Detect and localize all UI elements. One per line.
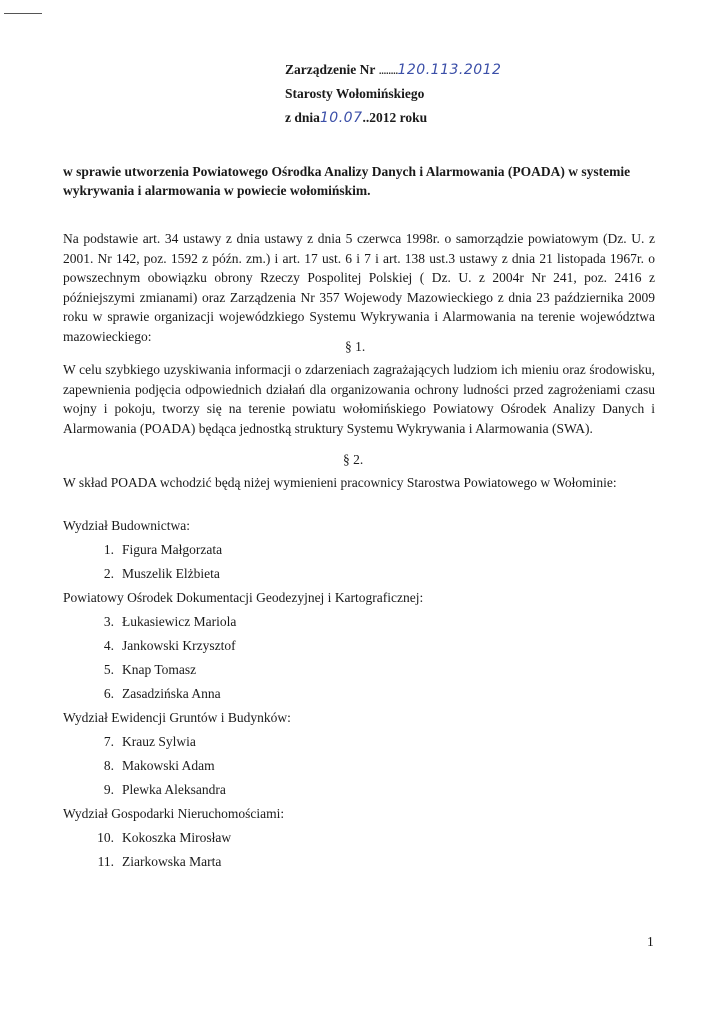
section-1-text: W celu szybkiego uzyskiwania informacji o zdarzeniach zagrażających ludziom ich mieniu oraz środowisku, zapewnienia podjęcia odpowiednich działań dla organizowania ochrony ludności przed zagrożeniami czasu wojny i pokoju, tworzy się na terenie powiatu wołomińskiego Powiatowy Ośrodek Analizy Danych i Alarmowania (POADA) będąca jednostką struktury Systemu Wykrywania i Alarmowania (SWA). bbox=[63, 362, 655, 436]
list-item bbox=[63, 754, 663, 778]
list-item bbox=[63, 562, 663, 586]
department-heading: Wydział Budownictwa: bbox=[63, 518, 191, 533]
issuer-line bbox=[285, 82, 585, 106]
list-item bbox=[63, 538, 663, 562]
list-item bbox=[63, 730, 663, 754]
order-number-handwritten: 120.113.2012 bbox=[397, 62, 502, 78]
list-item-number: 3. bbox=[103, 614, 114, 629]
department-heading: Wydział Gospodarki Nieruchomościami: bbox=[63, 806, 285, 821]
members-list bbox=[63, 514, 663, 874]
department-heading: Wydział Ewidencji Gruntów i Budynków: bbox=[63, 710, 291, 725]
date-line bbox=[285, 106, 585, 130]
list-item-name: Krauz Sylwia bbox=[122, 734, 196, 749]
list-item-number: 9. bbox=[103, 782, 114, 797]
list-item bbox=[63, 826, 663, 850]
document-subject: w sprawie utworzenia Powiatowego Ośrodka Analizy Danych i Alarmowania (POADA) w systemie wykrywania i alarmowania w powiecie wołomińskim. bbox=[63, 164, 631, 198]
legal-basis-paragraph: Na podstawie art. 34 ustawy z dnia ustawy z dnia 5 czerwca 1998r. o samorządzie powiatowym (Dz. U. z 2001. Nr 142, poz. 1592 z późn. zm.) i art. 17 ust. 6 i 7 i art. 138 ust.3 ustawy z dnia 21 listopada 1967r. o powszechnym obowiązku obrony Rzeczy Pospolitej Polskiej ( Dz. U. z 2004r Nr 241, poz. 2416 z późniejszymi zmianami) oraz Zarządzenia Nr 357 Wojewody Mazowieckiego z dnia 23 października 2009 roku w sprawie organizacji wojewódzkiego Systemu Wykrywania i Alarmowania na terenie województwa mazowieckiego: bbox=[63, 231, 655, 344]
issuer: Starosty Wołomińskiego bbox=[285, 86, 425, 101]
list-item-number: 6. bbox=[103, 686, 114, 701]
date-prefix: z dnia bbox=[285, 110, 320, 125]
list-item-name: Muszelik Elżbieta bbox=[122, 566, 220, 581]
order-prefix: Zarządzenie Nr bbox=[285, 62, 379, 77]
list-item bbox=[63, 658, 663, 682]
section-2-mark: § 2. bbox=[343, 452, 364, 467]
department-heading: Powiatowy Ośrodek Dokumentacji Geodezyjnej i Kartograficznej: bbox=[63, 590, 424, 605]
list-item-number: 11. bbox=[97, 854, 114, 869]
page-number: 1 bbox=[647, 934, 654, 949]
date-handwritten: 10.07 bbox=[319, 110, 363, 126]
section-1-mark: § 1. bbox=[345, 339, 366, 354]
list-item-name: Kokoszka Mirosław bbox=[122, 830, 232, 845]
list-item-number: 8. bbox=[103, 758, 114, 773]
date-suffix: ..2012 roku bbox=[362, 110, 428, 125]
document-header bbox=[285, 58, 585, 130]
list-item-name: Figura Małgorzata bbox=[122, 542, 223, 557]
order-dots: ........ bbox=[378, 62, 398, 77]
list-item-name: Makowski Adam bbox=[122, 758, 215, 773]
corner-mark bbox=[4, 13, 42, 14]
list-item-name: Zasadzińska Anna bbox=[122, 686, 221, 701]
list-item-number: 5. bbox=[103, 662, 114, 677]
list-item-number: 4. bbox=[103, 638, 114, 653]
list-item bbox=[63, 634, 663, 658]
list-item-name: Plewka Aleksandra bbox=[122, 782, 226, 797]
list-item-number: 7. bbox=[103, 734, 114, 749]
list-item-number: 2. bbox=[103, 566, 114, 581]
list-item-name: Jankowski Krzysztof bbox=[122, 638, 236, 653]
list-item-number: 10. bbox=[97, 830, 114, 845]
section-2-text: W skład POADA wchodzić będą niżej wymienieni pracownicy Starostwa Powiatowego w Wołominie: bbox=[63, 475, 617, 490]
list-item bbox=[63, 682, 663, 706]
order-number-line bbox=[285, 58, 585, 82]
list-item bbox=[63, 850, 663, 874]
list-item-name: Łukasiewicz Mariola bbox=[122, 614, 237, 629]
list-item-name: Knap Tomasz bbox=[122, 662, 197, 677]
list-item-name: Ziarkowska Marta bbox=[122, 854, 222, 869]
list-item-number: 1. bbox=[103, 542, 114, 557]
list-item bbox=[63, 778, 663, 802]
list-item bbox=[63, 610, 663, 634]
